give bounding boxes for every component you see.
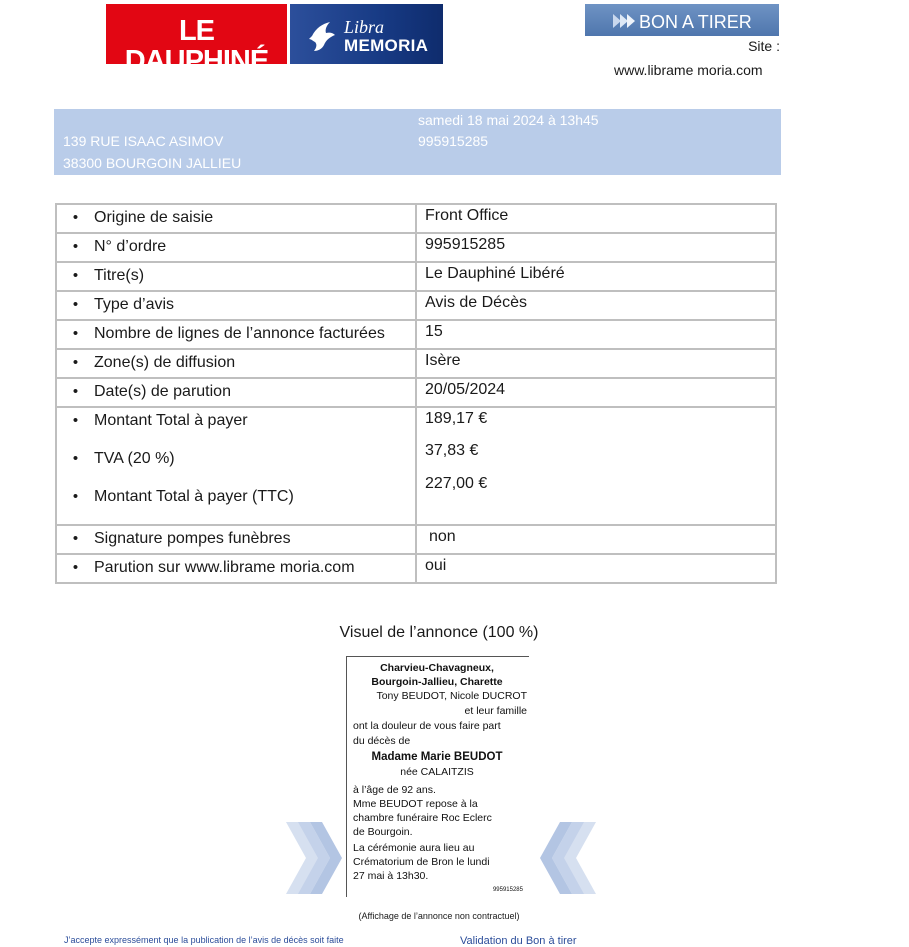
libra-logo-top: Libra — [344, 17, 385, 37]
row-label: Titre(s) — [94, 267, 145, 284]
notice-deceased-name: Madame Marie BEUDOT — [371, 751, 503, 763]
notice-line: née CALAITZIS — [400, 766, 474, 778]
table-row — [56, 349, 776, 378]
row-label: Nombre de lignes de l’annonce facturées — [94, 325, 385, 342]
bullet: • — [72, 296, 79, 313]
notice-line: ont la douleur de vous faire part — [353, 720, 501, 732]
chevron-right-icon — [286, 822, 346, 894]
table-row — [56, 378, 776, 407]
bullet: • — [72, 267, 79, 284]
row-label: Date(s) de parution — [94, 383, 231, 400]
row-label: Type d’avis — [94, 296, 175, 313]
consent-text: J’accepte expressément que la publication de l’avis de décès soit faite — [64, 935, 344, 945]
table-row — [56, 204, 776, 233]
ttc-value: 227,00 € — [425, 475, 488, 492]
table-row — [56, 320, 776, 349]
total-value: 189,17 € — [425, 410, 488, 427]
death-notice-visual — [346, 656, 529, 897]
notice-line: 27 mai à 13h30. — [353, 870, 429, 882]
bullet: • — [72, 238, 79, 255]
table-row — [56, 554, 776, 583]
order-number: 995915285 — [418, 133, 489, 149]
table-row-amounts — [56, 407, 776, 525]
row-value: non — [416, 525, 776, 554]
bullet: • — [72, 530, 79, 547]
row-label: N° d’ordre — [94, 238, 167, 255]
notice-line: Mme BEUDOT repose à la — [353, 798, 478, 810]
visuel-title: Visuel de l’annonce (100 %) — [339, 624, 539, 641]
notice-line: La cérémonie aura lieu au — [353, 842, 475, 854]
double-arrow-icon — [613, 14, 637, 28]
row-value: 20/05/2024 — [416, 378, 776, 407]
bullet: • — [72, 354, 79, 371]
row-label: Signature pompes funèbres — [94, 530, 291, 547]
row-value: Avis de Décès — [416, 291, 776, 320]
bullet: • — [72, 325, 79, 342]
bullet: • — [72, 488, 79, 505]
visuel-disclaimer: (Affichage de l’annonce non contractuel) — [358, 911, 520, 921]
row-value: 995915285 — [416, 233, 776, 262]
validation-link[interactable]: Validation du Bon à tirer — [460, 935, 577, 947]
bullet: • — [72, 450, 79, 467]
libra-memoria-logo — [290, 4, 443, 64]
notice-line: à l’âge de 92 ans. — [353, 784, 436, 796]
notice-line: Bourgoin-Jallieu, Charette — [371, 676, 503, 688]
row-label: Origine de saisie — [94, 209, 214, 226]
dauphine-logo-sub: libéré — [194, 74, 218, 85]
address-line1: 139 RUE ISAAC ASIMOV — [63, 133, 224, 149]
libra-logo-bottom: MEMORIA — [344, 36, 429, 55]
total-label: Montant Total à payer — [94, 412, 248, 429]
site-url-link[interactable]: www.librame moria.com — [614, 62, 763, 78]
address-line2: 38300 BOURGOIN JALLIEU — [63, 155, 242, 171]
row-value: Front Office — [416, 204, 776, 233]
ttc-label: Montant Total à payer (TTC) — [94, 488, 294, 505]
row-label: Parution sur www.librame moria.com — [94, 559, 355, 576]
row-value: 15 — [416, 320, 776, 349]
notice-line: du décès de — [353, 735, 411, 747]
row-value: oui — [416, 554, 776, 583]
tva-value: 37,83 € — [425, 442, 479, 459]
row-value: Le Dauphiné Libéré — [416, 262, 776, 291]
table-row — [56, 262, 776, 291]
row-label: Zone(s) de diffusion — [94, 354, 236, 371]
row-value: Isère — [416, 349, 776, 378]
bullet: • — [72, 383, 79, 400]
notice-line: chambre funéraire Roc Eclerc — [353, 812, 492, 824]
table-row — [56, 291, 776, 320]
bon-a-tirer-banner — [585, 4, 779, 36]
notice-line: Crématorium de Bron le lundi — [353, 856, 490, 868]
notice-reference: 995915285 — [492, 887, 523, 893]
bullet: • — [72, 412, 79, 429]
notice-line: Tony BEUDOT, Nicole DUCROT — [376, 690, 527, 702]
table-row — [56, 525, 776, 554]
notice-line: de Bourgoin. — [353, 826, 413, 838]
bullet: • — [72, 209, 79, 226]
info-bar — [54, 109, 781, 175]
chevron-left-icon — [536, 822, 596, 894]
notice-line: et leur famille — [464, 705, 527, 717]
tva-label: TVA (20 %) — [94, 450, 175, 467]
bullet: • — [72, 559, 79, 576]
le-dauphine-logo — [106, 4, 287, 85]
bat-date: samedi 18 mai 2024 à 13h45 — [418, 112, 599, 128]
site-label: Site : — [748, 38, 780, 54]
bon-a-tirer-label: BON A TIRER — [639, 12, 752, 32]
notice-line: Charvieu-Chavagneux, — [380, 662, 494, 674]
table-row — [56, 233, 776, 262]
dauphine-logo-text: LE DAUPHINÉ — [124, 15, 269, 77]
order-summary-table — [55, 203, 777, 584]
dove-icon — [308, 18, 336, 52]
